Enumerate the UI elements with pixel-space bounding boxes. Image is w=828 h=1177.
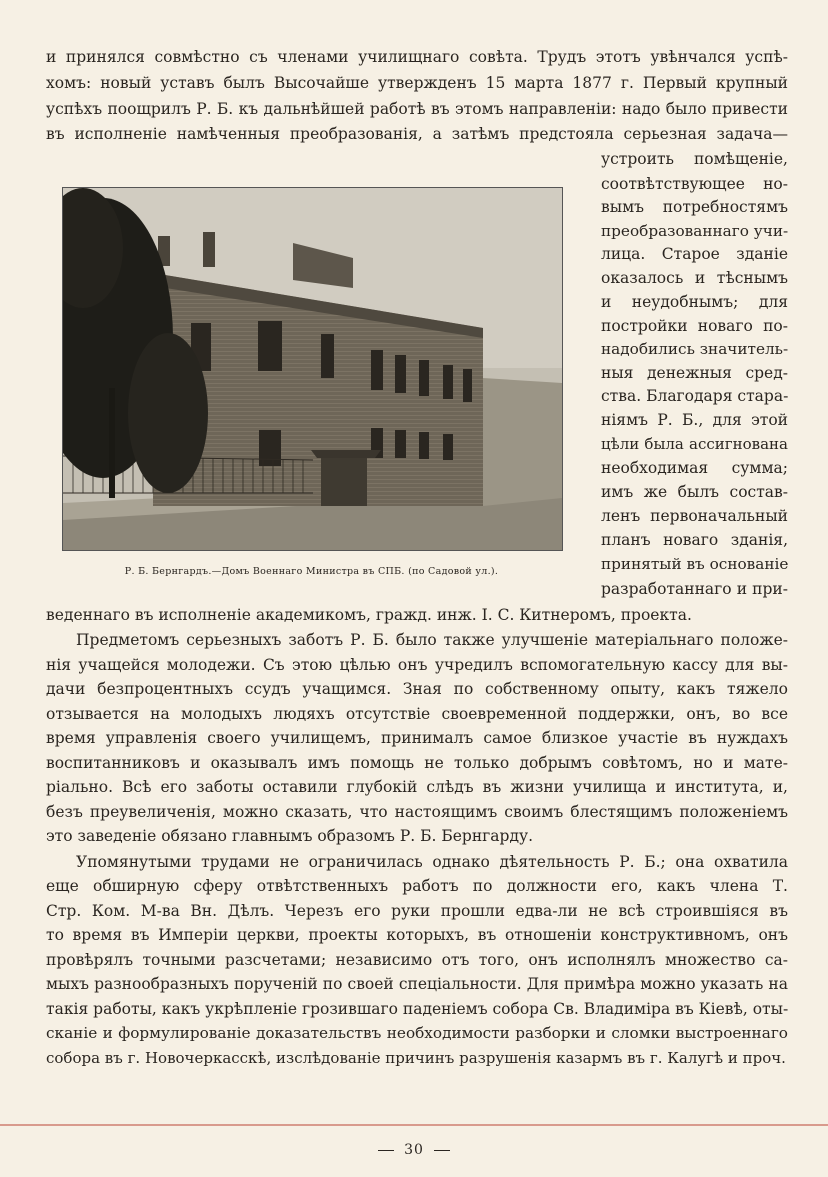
text-line: соотвѣтствующее но- <box>601 175 788 193</box>
text-line: хомъ: новый уставъ былъ Высочайше утвержденъ 15 марта 1877 г. Первый крупный <box>46 74 788 92</box>
text-line: имъ же былъ состав- <box>601 483 788 501</box>
text-line: въ исполненіе намѣченныя преобразованія, а затѣмъ предстояла серьезная задача— <box>46 125 788 143</box>
page-number <box>0 1142 828 1158</box>
text-line: веденнаго въ исполненіе академикомъ, гражд. инж. І. С. Китнеромъ, проекта. <box>46 606 692 624</box>
text-line: необходимая сумма; <box>601 459 788 477</box>
text-line: сканіе и формулированіе доказательствъ необходимости разборки и сломки выстроеннаго <box>46 1024 788 1042</box>
text-line: лица. Старое зданіе <box>601 245 788 263</box>
text-line: время управленія своего училищемъ, принималъ самое близкое участіе въ нуждахъ <box>46 729 788 747</box>
text-line: планъ новаго зданія, <box>601 531 788 549</box>
text-line: собора въ г. Новочеркасскѣ, изслѣдованіе причинъ разрушенія казармъ въ г. Калугѣ и проч. <box>46 1049 786 1067</box>
page-number-value: 30 <box>404 1142 424 1158</box>
text-line: принятый въ основаніе <box>601 555 789 573</box>
text-line: провѣрялъ точными разсчетами; независимо отъ того, онъ исполнялъ множество са- <box>46 951 788 969</box>
photo-caption: Р. Б. Бернгардъ.—Домъ Военнаго Министра въ СПБ. (по Садовой ул.). <box>124 566 499 577</box>
building-photo-image <box>63 188 562 550</box>
text-line: Упомянутыми трудами не ограничилась однако дѣятельность Р. Б.; она охватила <box>76 853 788 871</box>
text-line: Предметомъ серьезныхъ заботъ Р. Б. было также улучшеніе матеріальнаго положе- <box>76 631 788 649</box>
text-line: еще обширную сферу отвѣтственныхъ работъ по должности его, какъ члена Т. <box>46 877 788 895</box>
text-line: постройки новаго по- <box>601 317 788 335</box>
text-line: устроить помѣщеніе, <box>601 150 788 168</box>
text-line: и принялся совмѣстно съ членами училищнаго совѣта. Трудъ этотъ увѣнчался успѣ- <box>46 48 788 66</box>
text-line: такія работы, какъ укрѣпленіе грозившаго паденіемъ собора Св. Владиміра въ Кіевѣ, оты- <box>46 1000 789 1018</box>
text-line: преобразованнаго учи- <box>601 222 789 240</box>
dash-right <box>434 1150 450 1151</box>
text-line: ства. Благодаря стара- <box>601 387 789 405</box>
text-line: ріально. Всѣ его заботы оставили глубокій слѣдъ въ жизни училища и института, и, <box>46 778 788 796</box>
building-photo <box>62 187 563 551</box>
text-line: ныя денежныя сред- <box>601 364 788 382</box>
text-line: это заведеніе обязано главнымъ образомъ Р. Б. Бернгарду. <box>46 827 534 845</box>
text-line: дачи безпроцентныхъ ссудъ учащимся. Зная по собственному опыту, какъ тяжело <box>46 680 788 698</box>
text-line: цѣли была ассигнована <box>601 435 788 453</box>
dash-left <box>378 1150 394 1151</box>
text-line: надобились значитель- <box>601 340 789 358</box>
text-line: успѣхъ поощрилъ Р. Б. къ дальнѣйшей работѣ въ этомъ направленіи: надо было привести <box>46 100 788 118</box>
text-line: ніямъ Р. Б., для этой <box>601 411 788 429</box>
text-line: безъ преувеличенія, можно сказать, что настоящимъ своимъ блестящимъ положеніемъ <box>46 803 788 821</box>
text-line: оказалось и тѣснымъ <box>601 269 788 287</box>
text-line: воспитанниковъ и оказывалъ имъ помощь не только добрымъ совѣтомъ, но и мате- <box>46 754 788 772</box>
text-line: и неудобнымъ; для <box>601 293 788 311</box>
text-line: Стр. Ком. М-ва Вн. Дѣлъ. Черезъ его руки прошли едва-ли не всѣ строившіяся въ <box>46 902 788 920</box>
text-line: то время въ Имперіи церкви, проекты которыхъ, въ отношеніи конструктивномъ, онъ <box>46 926 788 944</box>
text-line: отзывается на молодыхъ людяхъ отсутствіе своевременной поддержки, онъ, во все <box>46 705 788 723</box>
text-line: разработаннаго и при- <box>601 580 788 598</box>
footer-rule <box>0 1124 828 1126</box>
text-line: ленъ первоначальный <box>601 507 788 525</box>
text-line: мыхъ разнообразныхъ порученій по своей спеціальности. Для примѣра можно указать на <box>46 975 788 993</box>
text-line: вымъ потребностямъ <box>601 198 788 216</box>
text-line: нія учащейся молодежи. Съ этою цѣлью онъ учредилъ вспомогательную кассу для вы- <box>46 656 788 674</box>
